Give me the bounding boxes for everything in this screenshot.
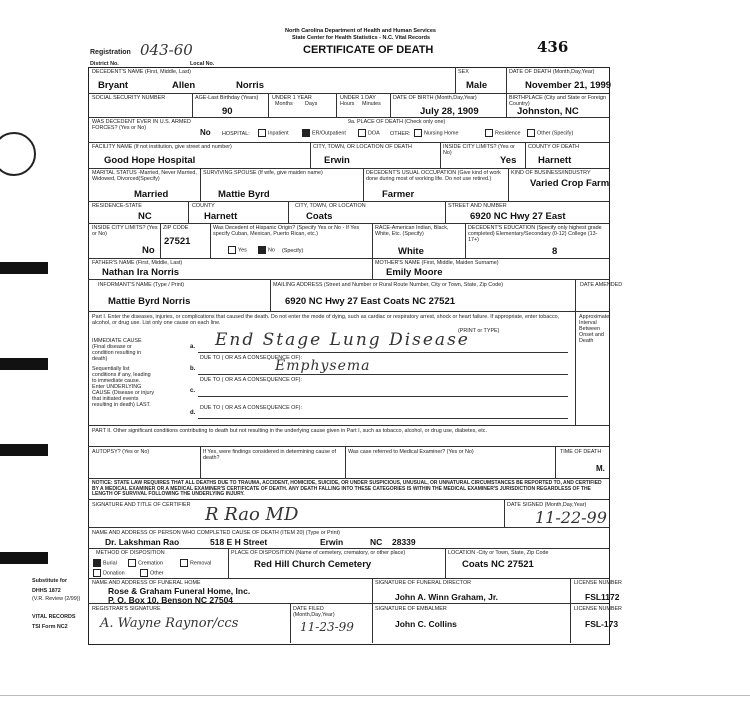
hispanic-no-checkbox[interactable] [258, 246, 266, 254]
other-disposition-text: Other [150, 570, 164, 577]
business-label: KIND OF BUSINESS/INDUSTRY [511, 170, 591, 176]
registration-number: 043-60 [140, 41, 193, 59]
occupation-value: Farmer [382, 189, 415, 200]
hispanic-no-text: No [268, 247, 275, 254]
rule [268, 93, 269, 117]
scan-bar [0, 552, 48, 564]
agency-line-1: North Carolina Department of Health and Human Services [285, 28, 436, 34]
rule [88, 201, 609, 202]
hispanic-no-option[interactable] [258, 246, 275, 254]
other-label: OTHER: [390, 131, 411, 137]
date-of-death-label: DATE OF DEATH (Month,Day,Year) [509, 69, 595, 75]
rule [200, 168, 201, 201]
cause-line-d [198, 418, 568, 419]
residence-street-label: STREET AND NUMBER [448, 203, 507, 209]
rule [555, 446, 556, 478]
ssn-label: SOCIAL SECURITY NUMBER [92, 95, 166, 101]
funeral-home-label: NAME AND ADDRESS OF FUNERAL HOME [92, 580, 201, 586]
under-1-day-hours: Hours [340, 101, 355, 107]
sidebar-line-4: VITAL RECORDS [32, 614, 76, 620]
rule [525, 142, 526, 168]
rule [88, 223, 609, 224]
rule [508, 168, 509, 201]
hispanic-yes-text: Yes [238, 247, 247, 254]
place-of-death-label: 9a. PLACE OF DEATH (Check only one) [348, 119, 446, 125]
inpatient-option[interactable] [258, 129, 289, 137]
date-filed-value: 11-23-99 [300, 620, 354, 634]
inside-limits-value: Yes [500, 155, 517, 166]
date-of-birth-label: DATE OF BIRTH (Month,Day,Year) [393, 95, 477, 101]
father-label: FATHER'S NAME (First, Middle, Last) [92, 260, 183, 266]
scan-bar [0, 262, 48, 274]
scan-edge [0, 695, 750, 696]
hispanic-specify: (Specify) [282, 248, 304, 254]
inpatient-checkbox[interactable] [258, 129, 266, 137]
line-d-marker: d. [190, 410, 196, 416]
rule [88, 279, 609, 280]
time-of-death-value: M. [596, 464, 605, 473]
local-label: Local No. [190, 61, 215, 67]
place-disposition-label: PLACE OF DISPOSITION (Name of cemetery, crematory, or other place) [231, 550, 406, 556]
other-specify-text: Other (Specify) [537, 130, 574, 137]
under-1-year-months: Months [275, 101, 293, 107]
director-license-value: FSL1172 [585, 592, 620, 602]
rule [336, 93, 337, 117]
race-label: RACE-American Indian, Black, White, Etc. (Specify) [375, 225, 449, 237]
funeral-home-name: Rose & Graham Funeral Home, Inc. [108, 586, 251, 596]
due-to-d: DUE TO ( OR AS A CONSEQUENCE OF): [200, 405, 302, 411]
rule [88, 258, 609, 259]
father-value: Nathan Ira Norris [102, 267, 180, 278]
residence-state-label: RESIDENCE-STATE [92, 203, 142, 209]
donation-text: Donation [103, 570, 125, 577]
burial-checkbox[interactable] [93, 559, 101, 567]
spouse-value: Mattie Byrd [218, 189, 270, 200]
removal-checkbox[interactable] [180, 559, 188, 567]
er-checkbox[interactable] [302, 129, 310, 137]
removal-text: Removal [190, 560, 212, 567]
completed-by-name: Dr. Lakshman Rao [105, 537, 180, 547]
date-signed-value: 11-22-99 [535, 508, 607, 527]
rule [575, 311, 576, 425]
funeral-home-address: P. O. Box 10, Benson NC 27504 [108, 595, 234, 605]
rule [88, 311, 609, 312]
director-license-label: LICENSE NUMBER [574, 580, 622, 586]
zip-label: ZIP CODE [163, 225, 189, 231]
cremation-checkbox[interactable] [128, 559, 136, 567]
rule [88, 548, 609, 549]
decedent-name-label: DECEDENT'S NAME (First, Middle, Last) [92, 69, 191, 75]
medical-examiner-label: Was case referred to Medical Examiner? (Yes or No) [348, 449, 474, 455]
rule [88, 478, 609, 479]
rule [228, 548, 229, 578]
age-label: AGE-Last Birthday (Years) [195, 95, 259, 101]
decedent-last-name: Norris [236, 80, 264, 91]
residence-county-value: Harnett [204, 211, 238, 222]
rule [445, 548, 446, 578]
er-text: ER/Outpatient [312, 130, 346, 137]
rule [506, 93, 507, 117]
residence-state-value: NC [138, 211, 152, 222]
birthplace-label: BIRTHPLACE (City and State or Foreign Country) [509, 95, 606, 107]
armed-forces-value: No [200, 128, 211, 137]
rule [160, 223, 161, 258]
completed-by-city: Erwin [320, 537, 344, 547]
date-signed-label: DATE SIGNED (Month,Day,Year) [507, 502, 587, 508]
rule [372, 223, 373, 258]
line-a-marker: a. [190, 344, 196, 350]
rule [188, 201, 189, 223]
residence-option[interactable] [485, 129, 520, 137]
completed-by-state: NC [370, 537, 383, 547]
scan-bar [0, 358, 48, 370]
registration-label: Registration [90, 49, 131, 56]
facility-value: Good Hope Hospital [104, 155, 196, 166]
autopsy-findings-label: If Yes, were findings considered in determining cause of death? [203, 449, 337, 461]
embalmer-license-value: FSL-173 [585, 619, 619, 629]
burial-text: Burial [103, 560, 117, 567]
part1-print: (PRINT or TYPE) [458, 328, 500, 334]
sex-value: Male [466, 80, 488, 91]
embalmer-label: SIGNATURE OF EMBALMER [375, 606, 447, 612]
immediate-cause-label: IMMEDIATE CAUSE (Final disease or condition resulting in death) [92, 338, 142, 362]
disposition-location-value: Coats NC 27521 [462, 559, 534, 570]
city-of-death-value: Erwin [324, 155, 350, 166]
rule [310, 142, 311, 168]
rule [445, 201, 446, 223]
method-label: METHOD OF DISPOSITION [96, 550, 165, 556]
age-value: 90 [222, 106, 233, 117]
date-filed-label: DATE FILED (Month,Day,Year) [293, 606, 335, 618]
cause-line-a [198, 352, 568, 353]
rule [88, 578, 609, 579]
completed-by-label: NAME AND ADDRESS OF PERSON WHO COMPLETED CAUSE OF DEATH (ITEM 20) (Type or Print) [92, 530, 340, 536]
sidebar-line-2: DHHS 1872 [32, 588, 61, 594]
part2-label: PART II. Other significant conditions contributing to death but not resulting in the underlying cause given in Part I, such as tobacco, alcohol, or drug use, diabetes, etc. [92, 428, 487, 434]
occupation-label: DECEDENT'S USUAL OCCUPATION (Give kind of work done during most of working life. Do not use retired.) [366, 170, 501, 182]
residence-inside-limits-label: INSIDE CITY LIMITS? (Yes or No) [92, 225, 158, 237]
donation-option[interactable] [93, 569, 125, 577]
under-1-year-days: Days [305, 101, 318, 107]
hole-punch [0, 132, 36, 176]
certifier-signature: R Rao MD [205, 504, 299, 525]
rule [575, 279, 576, 311]
rule [345, 446, 346, 478]
embalmer-license-label: LICENSE NUMBER [574, 606, 622, 612]
agency-line-2: State Center for Health Statistics - N.C. Vital Records [292, 35, 431, 41]
mother-value: Emily Moore [386, 267, 443, 278]
residence-checkbox[interactable] [485, 129, 493, 137]
rule [88, 142, 609, 143]
registrar-label: REGISTRAR'S SIGNATURE [92, 606, 161, 612]
time-of-death-label: TIME OF DEATH [560, 449, 602, 455]
residence-street-value: 6920 NC Hwy 27 East [470, 211, 566, 222]
interval-label: Approximate Interval Between Onset and Death [579, 314, 610, 344]
due-to-c: DUE TO ( OR AS A CONSEQUENCE OF): [200, 377, 302, 383]
rule [570, 578, 571, 643]
rule [506, 67, 507, 93]
part1-instructions: Part I. Enter the diseases, injuries, or complications that caused the death. Do not enter the mode of dying, such as cardiac or respiratory arrest, shock or heart failure. If appropriate, enter tobacco, alcohol, or drug use. List only one cause on each line. [92, 314, 560, 326]
facility-label: FACILITY NAME (If not institution, give street and number) [92, 144, 232, 150]
mailing-address-value: 6920 NC Hwy 27 East Coats NC 27521 [285, 296, 456, 307]
informant-label: INFORMANT'S NAME (Type / Print) [98, 282, 185, 288]
city-of-death-label: CITY, TOWN, OR LOCATION OF DEATH [313, 144, 412, 150]
mailing-address-label: MAILING ADDRESS (Street and Number or Rural Route Number, City or Town, State, Zip Code) [273, 282, 503, 288]
line-c-marker: c. [190, 388, 196, 394]
education-value: 8 [552, 246, 558, 257]
cause-line-b [198, 374, 568, 375]
rule [88, 168, 609, 169]
rule [288, 201, 289, 223]
business-value: Varied Crop Farm [530, 178, 610, 189]
burial-option[interactable] [93, 559, 117, 567]
education-label: DECEDENT'S EDUCATION (Specify only highest grade completed) Elementary/Secondary (0-12) College (13-17+) [468, 225, 602, 243]
under-1-day-label: UNDER 1 DAY [340, 95, 376, 101]
registrar-signature: A. Wayne Raynor/ccs [100, 616, 239, 631]
certifier-label: SIGNATURE AND TITLE OF CERTIFIER [92, 502, 191, 508]
residence-county-label: COUNTY [192, 203, 215, 209]
marital-label: MARITAL STATUS -Married, Never Married, Widowed, Divorced(Specify) [92, 170, 197, 182]
cause-b-handwritten: Emphysema [275, 358, 371, 374]
mother-label: MOTHER'S NAME (First, Middle, Maiden Surname) [375, 260, 499, 266]
form-title: CERTIFICATE OF DEATH [303, 44, 434, 56]
doa-option[interactable] [358, 129, 380, 137]
residence-city-value: Coats [306, 211, 333, 222]
rule [440, 142, 441, 168]
county-of-death-label: COUNTY OF DEATH [528, 144, 580, 150]
marital-value: Married [134, 189, 169, 200]
rule [200, 446, 201, 478]
date-of-death-value: November 21, 1999 [525, 80, 612, 91]
sidebar-line-1: Substitute for [32, 578, 68, 584]
date-of-birth-value: July 28, 1909 [420, 106, 479, 117]
place-disposition-value: Red Hill Church Cemetery [254, 559, 372, 570]
county-of-death-value: Harnett [538, 155, 572, 166]
decedent-middle-name: Allen [172, 80, 196, 91]
rule [270, 279, 271, 311]
autopsy-label: AUTOPSY? (Yes or No) [92, 449, 150, 455]
nursing-text: Nursing Home [424, 130, 459, 137]
rule [455, 67, 456, 93]
disposition-location-label: LOCATION -City or Town, State, Zip Code [448, 550, 549, 556]
doa-checkbox[interactable] [358, 129, 366, 137]
rule [363, 168, 364, 201]
birthplace-value: Johnston, NC [517, 106, 579, 117]
rule [290, 603, 291, 643]
rule [192, 93, 193, 117]
scan-bar [0, 444, 48, 456]
rule [88, 117, 609, 118]
sidebar-line-5: TSI Form NC2 [32, 624, 68, 630]
decedent-first-name: Bryant [98, 80, 129, 91]
other-disposition-checkbox[interactable] [140, 569, 148, 577]
cause-line-c [198, 396, 568, 397]
funeral-director-value: John A. Winn Graham, Jr. [395, 592, 499, 602]
rule [88, 527, 609, 528]
cremation-text: Cremation [138, 560, 163, 567]
residence-text: Residence [495, 130, 521, 137]
rule [88, 499, 609, 500]
page-number: 436 [537, 38, 569, 56]
other-disposition-option[interactable] [140, 569, 163, 577]
rule [372, 578, 373, 643]
donation-checkbox[interactable] [93, 569, 101, 577]
line-b-marker: b. [190, 366, 196, 372]
sequential-label: Sequentially list conditions if any, leading to immediate cause. Enter UNDERLYING CAUSE (Disease or injury that initiated events resulting in death) LAST. [92, 366, 155, 408]
doa-text: DOA [368, 130, 380, 137]
inside-limits-label: INSIDE CITY LIMITS? (Yes or No) [443, 144, 515, 156]
rule [372, 258, 373, 279]
informant-value: Mattie Byrd Norris [108, 296, 191, 307]
under-1-year-label: UNDER 1 YEAR [272, 95, 312, 101]
hispanic-yes-checkbox[interactable] [228, 246, 236, 254]
rule [465, 223, 466, 258]
er-option[interactable] [302, 129, 346, 137]
due-to-b: DUE TO ( OR AS A CONSEQUENCE OF): [200, 355, 302, 361]
residence-city-label: CITY, TOWN, OR LOCATION [295, 203, 366, 209]
rule [88, 446, 609, 447]
rule [210, 223, 211, 258]
residence-inside-limits-value: No [142, 245, 155, 256]
district-label: District No. [90, 61, 119, 67]
nursing-checkbox[interactable] [414, 129, 422, 137]
hispanic-yes-option[interactable] [228, 246, 247, 254]
rule [88, 425, 609, 426]
sidebar-line-3: (V.R. Review (2/99)) [32, 596, 81, 602]
sex-label: SEX [458, 69, 469, 75]
rule [390, 93, 391, 117]
notice-text: NOTICE: STATE LAW REQUIRES THAT ALL DEATHS DUE TO TRAUMA, ACCIDENT, HOMICIDE, SUICIDE, OR UNDER SUSPICIOUS, UNUSUAL, OR UNNATURAL CIRCUMSTANCES BE REPORTED TO, AND CERTIFIED BY A MEDICAL EXAMINER OR A MEDICAL EXAMINER'S CERTIFICATE OF DEATH. ANY DEATH FALLING INTO THESE CATEGORIES IS WITHIN THE MEDICAL EXAMINER'S JURISDICTION REGARDLESS OF THE LENGTH OF SURVIVAL FOLLOWING THE UNDERLYING INJURY. [92, 480, 602, 498]
removal-option[interactable] [180, 559, 211, 567]
embalmer-value: John C. Collins [395, 619, 457, 629]
date-amended-label: DATE AMENDED [580, 282, 623, 288]
hispanic-label: Was Decedent of Hispanic Origin? (Specify Yes or No - If Yes specify Cuban, Mexican, Puerto Rican, etc.) [213, 225, 360, 237]
race-value: White [398, 246, 424, 257]
hospital-label: HOSPITAL: [222, 131, 250, 137]
funeral-director-label: SIGNATURE OF FUNERAL DIRECTOR [375, 580, 472, 586]
nursing-option[interactable] [414, 129, 458, 137]
completed-by-address: 518 E H Street [210, 537, 268, 547]
other-specify-checkbox[interactable] [527, 129, 535, 137]
cremation-option[interactable] [128, 559, 163, 567]
completed-by-zip: 28339 [392, 537, 416, 547]
under-1-day-minutes: Minutes [362, 101, 381, 107]
zip-value: 27521 [164, 236, 191, 247]
inpatient-text: Inpatient [268, 130, 289, 137]
cause-a-handwritten: End Stage Lung Disease [215, 330, 470, 350]
armed-forces-label: WAS DECEDENT EVER IN U.S. ARMED FORCES? (Yes or No) [92, 119, 191, 131]
spouse-label: SURVIVING SPOUSE (If wife, give maiden name) [203, 170, 323, 176]
rule [504, 499, 505, 527]
other-specify-option[interactable] [527, 129, 573, 137]
rule [88, 93, 609, 94]
